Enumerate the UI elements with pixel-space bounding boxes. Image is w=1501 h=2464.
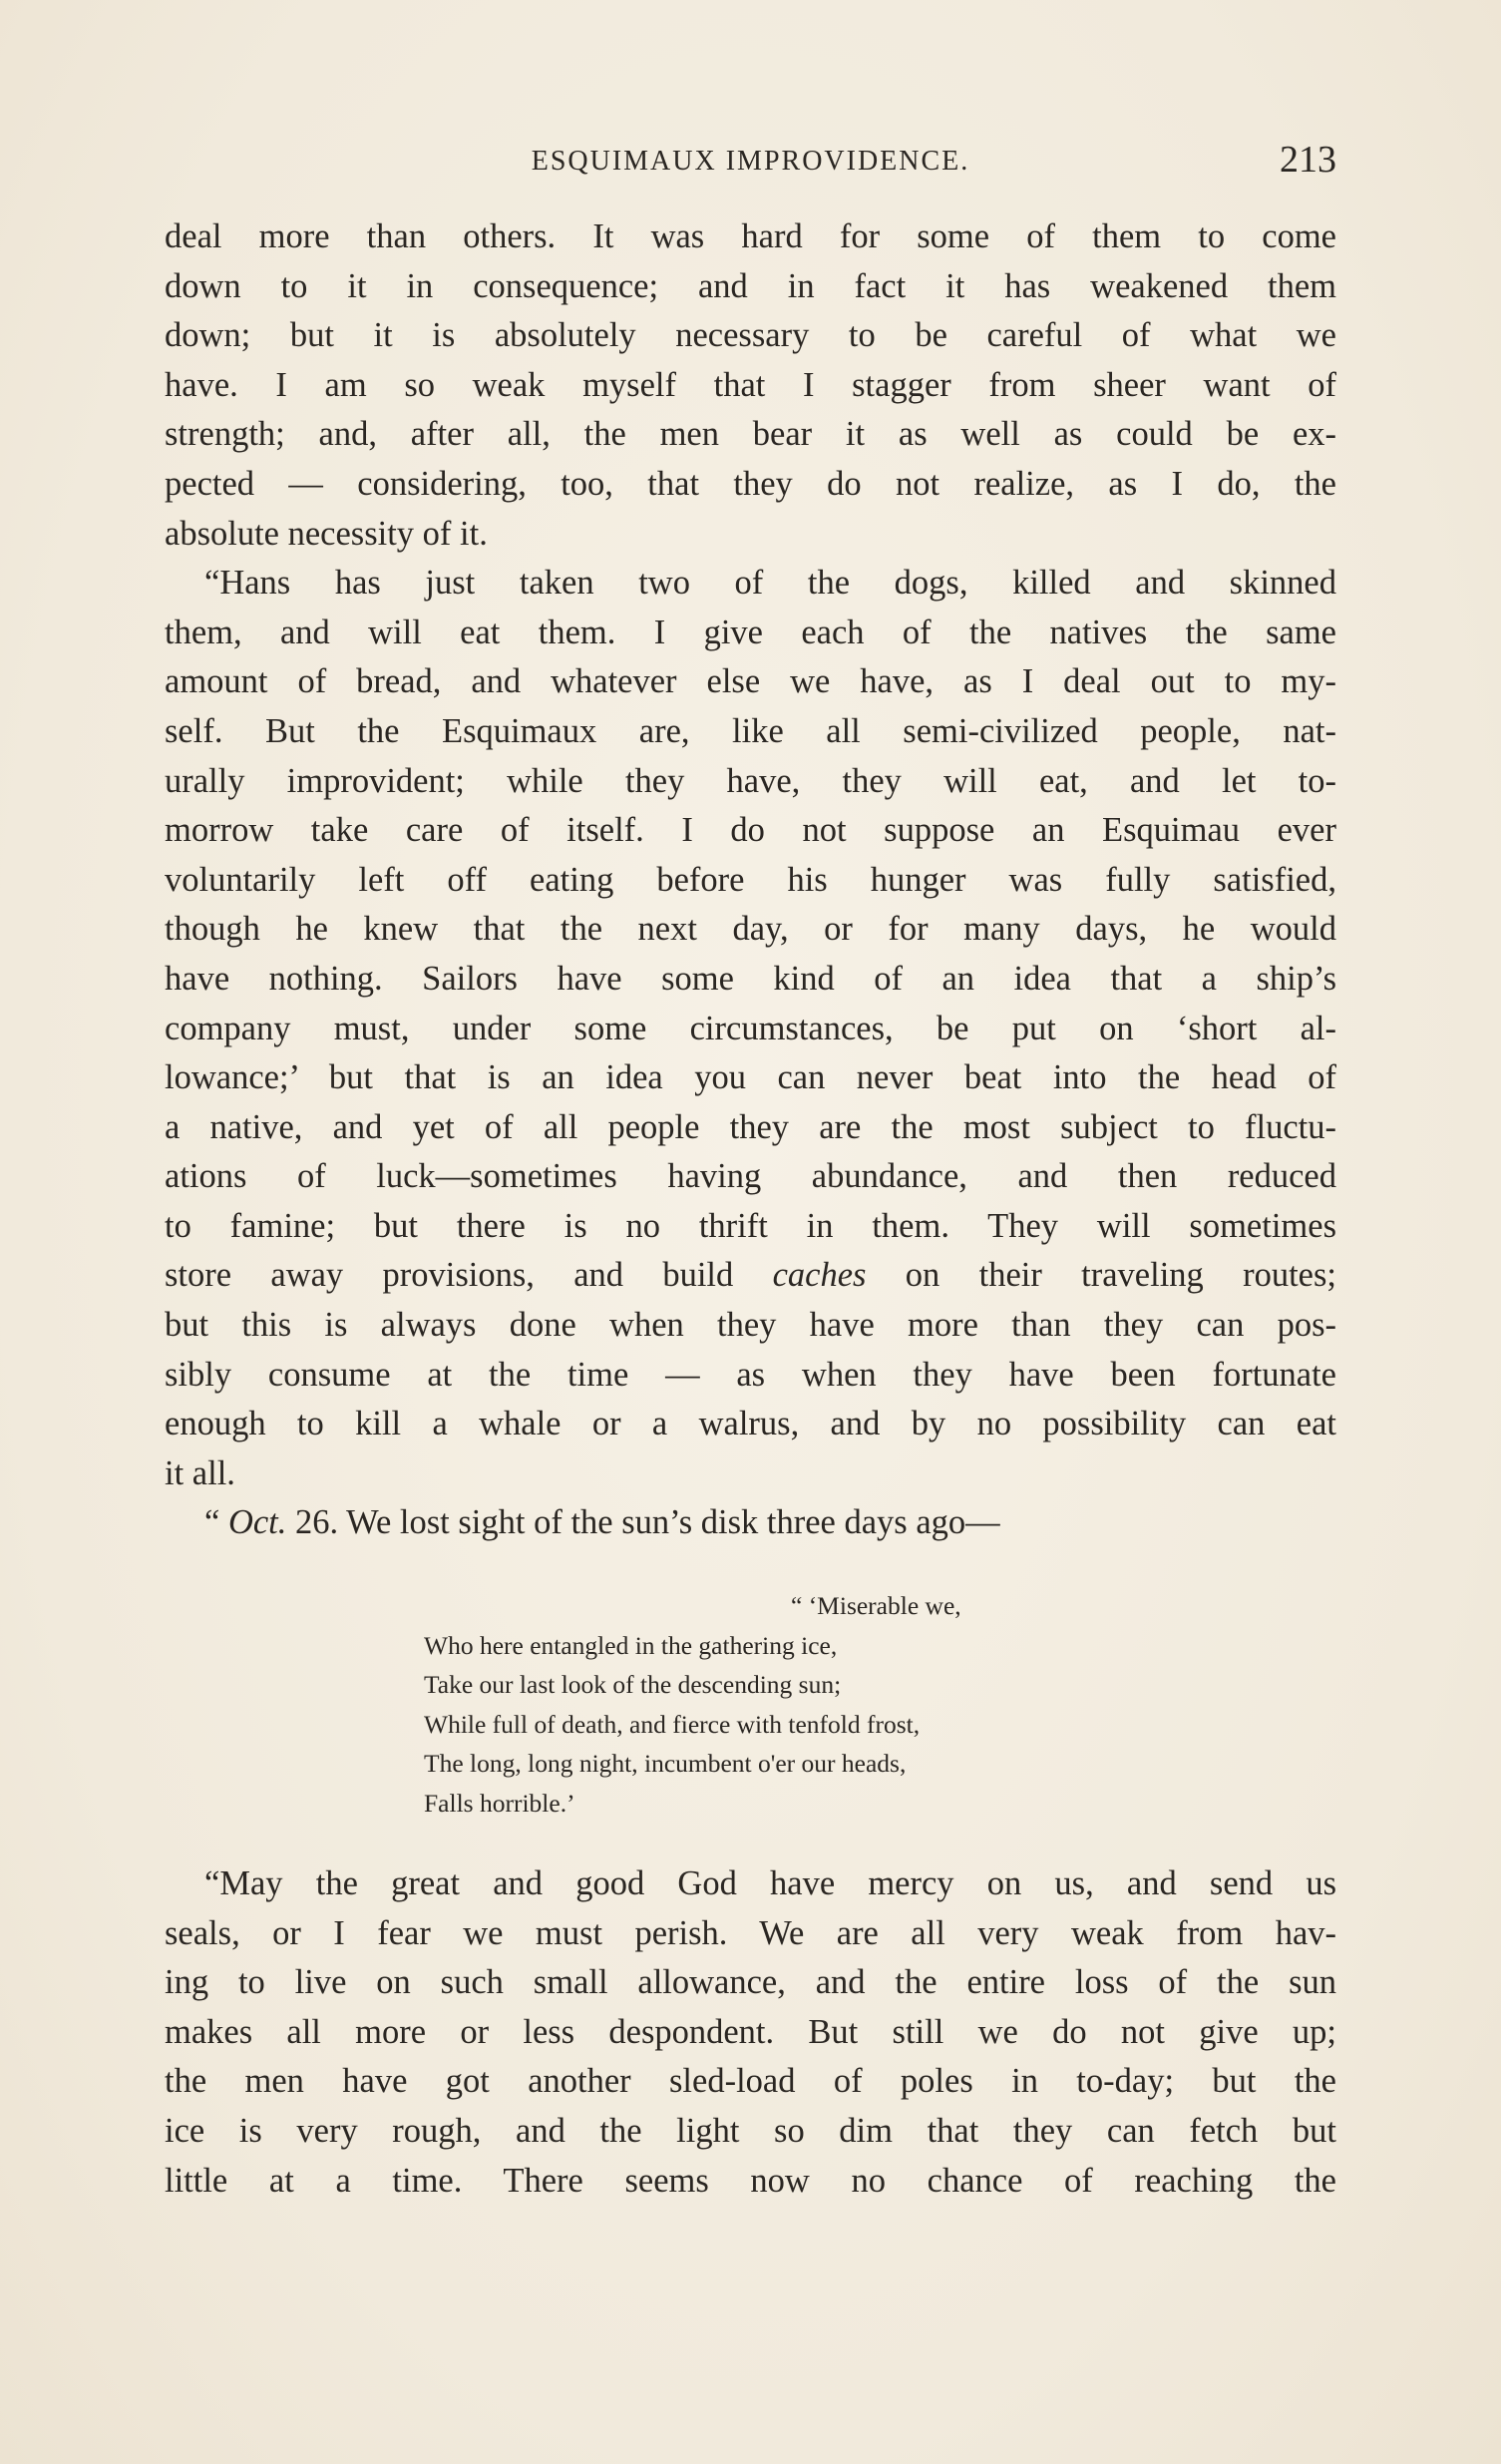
text-segment: on their traveling routes; <box>866 1256 1336 1295</box>
main-text <box>165 212 1336 1548</box>
text-line: lowance;’ but that is an idea you can never beat into the head of <box>165 1058 1336 1097</box>
text-line: down; but it is absolutely necessary to be careful of what we <box>165 316 1336 355</box>
verse-line: Who here entangled in the gathering ice, <box>424 1630 838 1660</box>
text-line: a native, and yet of all people they are the most subject to fluctu- <box>165 1107 1336 1146</box>
text-line: little at a time. There seems now no chance of reaching the <box>165 2161 1336 2200</box>
verse-line: “ ‘Miserable we, <box>791 1591 961 1620</box>
text-segment: store away provisions, and build <box>165 1256 773 1295</box>
text-segment: 26. We lost sight of the sun’s disk three days ago— <box>286 1503 1000 1542</box>
text-line: to famine; but there is no thrift in them. They will sometimes <box>165 1206 1336 1245</box>
text-line: absolute necessity of it. <box>165 514 488 553</box>
running-head <box>165 140 1336 184</box>
text-line: morrow take care of itself. I do not suppose an Esquimau ever <box>165 811 1336 850</box>
text-line: ing to live on such small allowance, and the entire loss of the sun <box>165 1963 1336 2002</box>
text-line: the men have got another sled-load of poles in to-day; but the <box>165 2062 1336 2101</box>
text-line: it all. <box>165 1453 235 1492</box>
text-line: pected — considering, too, that they do not realize, as I do, the <box>165 464 1336 503</box>
verse-quotation <box>424 1586 1142 1823</box>
verse-line: Take our last look of the descending sun; <box>424 1670 842 1699</box>
text-line: down to it in consequence; and in fact it has weakened them <box>165 266 1336 305</box>
text-line: them, and will eat them. I give each of the natives the same <box>165 613 1336 651</box>
text-line: strength; and, after all, the men bear it as well as could be ex- <box>165 415 1336 454</box>
text-line: “May the great and good God have mercy on us, and send us <box>204 1864 1336 1902</box>
text-segment: “ <box>204 1503 228 1542</box>
text-line: ice is very rough, and the light so dim that they can fetch but <box>165 2111 1336 2150</box>
text-line: enough to kill a whale or a walrus, and by no possibility can eat <box>165 1405 1336 1443</box>
running-title: ESQUIMAUX IMPROVIDENCE. <box>531 146 970 177</box>
text-line: self. But the Esquimaux are, like all semi-civilized people, nat- <box>165 711 1336 750</box>
text-line: deal more than others. It was hard for some of them to come <box>165 217 1336 255</box>
text-line: ations of luck—sometimes having abundance, and then reduced <box>165 1157 1336 1196</box>
text-line: have. I am so weak myself that I stagger from sheer want of <box>165 365 1336 404</box>
text-line: sibly consume at the time — as when they have been fortunate <box>165 1355 1336 1394</box>
text-line <box>165 1498 1336 1548</box>
text-line: voluntarily left off eating before his hunger was fully satisfied, <box>165 860 1336 899</box>
verse-line: Falls horrible.’ <box>424 1788 575 1818</box>
main-text-continued <box>165 1859 1336 2206</box>
text-line: makes all more or less despondent. But still we do not give up; <box>165 2012 1336 2051</box>
page-number: 213 <box>1280 139 1336 181</box>
text-line: have nothing. Sailors have some kind of an idea that a ship’s <box>165 959 1336 998</box>
text-line: company must, under some circumstances, be put on ‘short al- <box>165 1009 1336 1047</box>
text-line <box>165 1251 1336 1301</box>
verse-line: The long, long night, incumbent o'er our heads, <box>424 1749 907 1778</box>
text-line: “Hans has just taken two of the dogs, killed and skinned <box>204 564 1336 603</box>
italic-date: Oct. <box>227 1503 287 1542</box>
text-line: amount of bread, and whatever else we have, as I deal out to my- <box>165 662 1336 701</box>
text-line: though he knew that the next day, or for many days, he would <box>165 910 1336 949</box>
text-line: urally improvident; while they have, they will eat, and let to- <box>165 761 1336 800</box>
text-line: but this is always done when they have more than they can pos- <box>165 1306 1336 1345</box>
italic-word-caches: caches <box>772 1256 867 1295</box>
verse-line: While full of death, and fierce with tenfold frost, <box>424 1709 921 1739</box>
text-line: seals, or I fear we must perish. We are all very weak from hav- <box>165 1913 1336 1952</box>
